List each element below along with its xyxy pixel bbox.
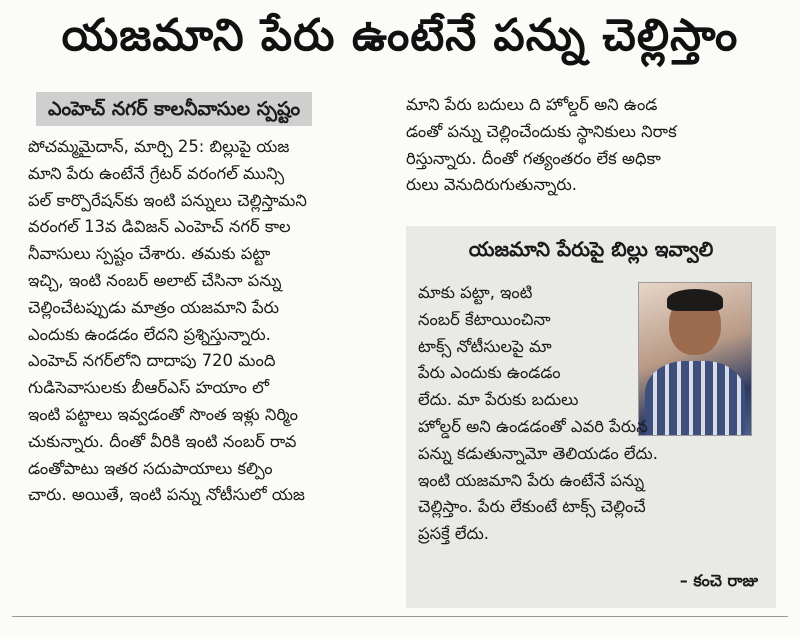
headline: యజమాని పేరు ఉంటేనే పన్ను చెల్లిస్తాం <box>61 10 739 61</box>
text-line: పల్ కార్పొరేషన్‌కు ఇంటి పన్నులు చెల్లిస్తామని <box>28 190 307 210</box>
text-line: ఇచ్చి, ఇంటి నంబర్ అలాట్ చేసినా పన్ను <box>28 270 282 290</box>
quote-narrow-paragraph <box>418 280 632 414</box>
quote-body <box>418 280 764 548</box>
text-line: ఇంటి పట్టాలు ఇవ్వడంతో సొంత ఇళ్లు నిర్మిం <box>28 404 298 424</box>
text-line: నీవాసులు స్పష్టం చేశారు. తమకు పట్టా <box>28 244 271 264</box>
text-line: పోచమ్మమైదాన్, మార్చి 25: బిల్లుపై యజ <box>28 137 290 156</box>
quote-wide-paragraph <box>418 414 764 548</box>
text-line: రులు వెనుదిరుగుతున్నారు. <box>406 175 577 195</box>
text-line: మాని పేరు బదులు ది హోల్డర్ అని ఉండ <box>406 95 658 114</box>
text-line: లేదు. మా పేరుకు బదులు <box>418 390 579 410</box>
quote-credit: – కంచె రాజు <box>679 571 758 590</box>
text-line: వరంగల్ 13వ డివిజన్ ఎంహెచ్ నగర్ కాల <box>28 217 291 237</box>
text-line: హోల్డర్ అని ఉండడంతో ఎవరి పేరున <box>418 416 648 436</box>
text-line: చుకున్నారు. దీంతో వీరికి ఇంటి నంబర్ రావ <box>28 431 297 451</box>
text-line: రిస్తున్నారు. దీంతో గత్యంతరం లేక అధికా <box>406 148 661 168</box>
text-line: చారు. అయితే, ఇంటి పన్ను నోటీసులో యజ <box>28 485 305 505</box>
text-line: ఎంహెచ్ నగర్‌లోని దాదాపు 720 మంది <box>28 351 276 371</box>
left-paragraph <box>28 134 390 509</box>
text-line: ఇంటి యజమాని పేరు ఉంటేనే పన్ను <box>418 470 645 490</box>
text-line: పన్ను కడుతున్నామో తెలియడం లేదు. <box>418 443 658 463</box>
text-line: పేరు ఎందుకు ఉండడం <box>418 363 561 383</box>
text-line: గుడిసెవాసులకు బీఆర్‌ఎస్ హయాం లో <box>28 378 270 398</box>
text-line: ప్రసక్తే లేదు. <box>418 524 489 544</box>
text-line: మాకు పట్టా, ఇంటి <box>418 283 533 302</box>
left-column <box>28 92 390 509</box>
right-column <box>406 92 778 199</box>
text-line: డంతోపాటు ఇతర సదుపాయాలు కల్పిం <box>28 458 273 478</box>
text-line: మాని పేరు ఉంటేనే గ్రేటర్ వరంగల్ మున్సి <box>28 163 285 183</box>
right-paragraph <box>406 92 778 199</box>
quote-box <box>406 226 776 608</box>
text-line: టాక్స్ నోటీసులపై మా <box>418 336 552 356</box>
text-line: చెల్లిస్తాం. పేరు లేకుంటే టాక్స్ చెల్లించే <box>418 497 646 517</box>
subheadline: ఎంహెచ్ నగర్ కాలనీవాసుల స్పష్టం <box>36 92 312 126</box>
text-line: నంబర్ కేటాయించినా <box>418 309 551 329</box>
text-line: ఎందుకు ఉండడం లేదని ప్రశ్నిస్తున్నారు. <box>28 324 271 344</box>
text-line: చెల్లించేటప్పుడు మాత్రం యజమాని పేరు <box>28 297 280 317</box>
quote-box-title: యజమాని పేరుపై బిల్లు ఇవ్వాలి <box>468 237 714 261</box>
text-line: డంతో పన్ను చెల్లించేందుకు స్థానికులు నిరాక <box>406 121 677 141</box>
bottom-divider <box>12 616 788 617</box>
